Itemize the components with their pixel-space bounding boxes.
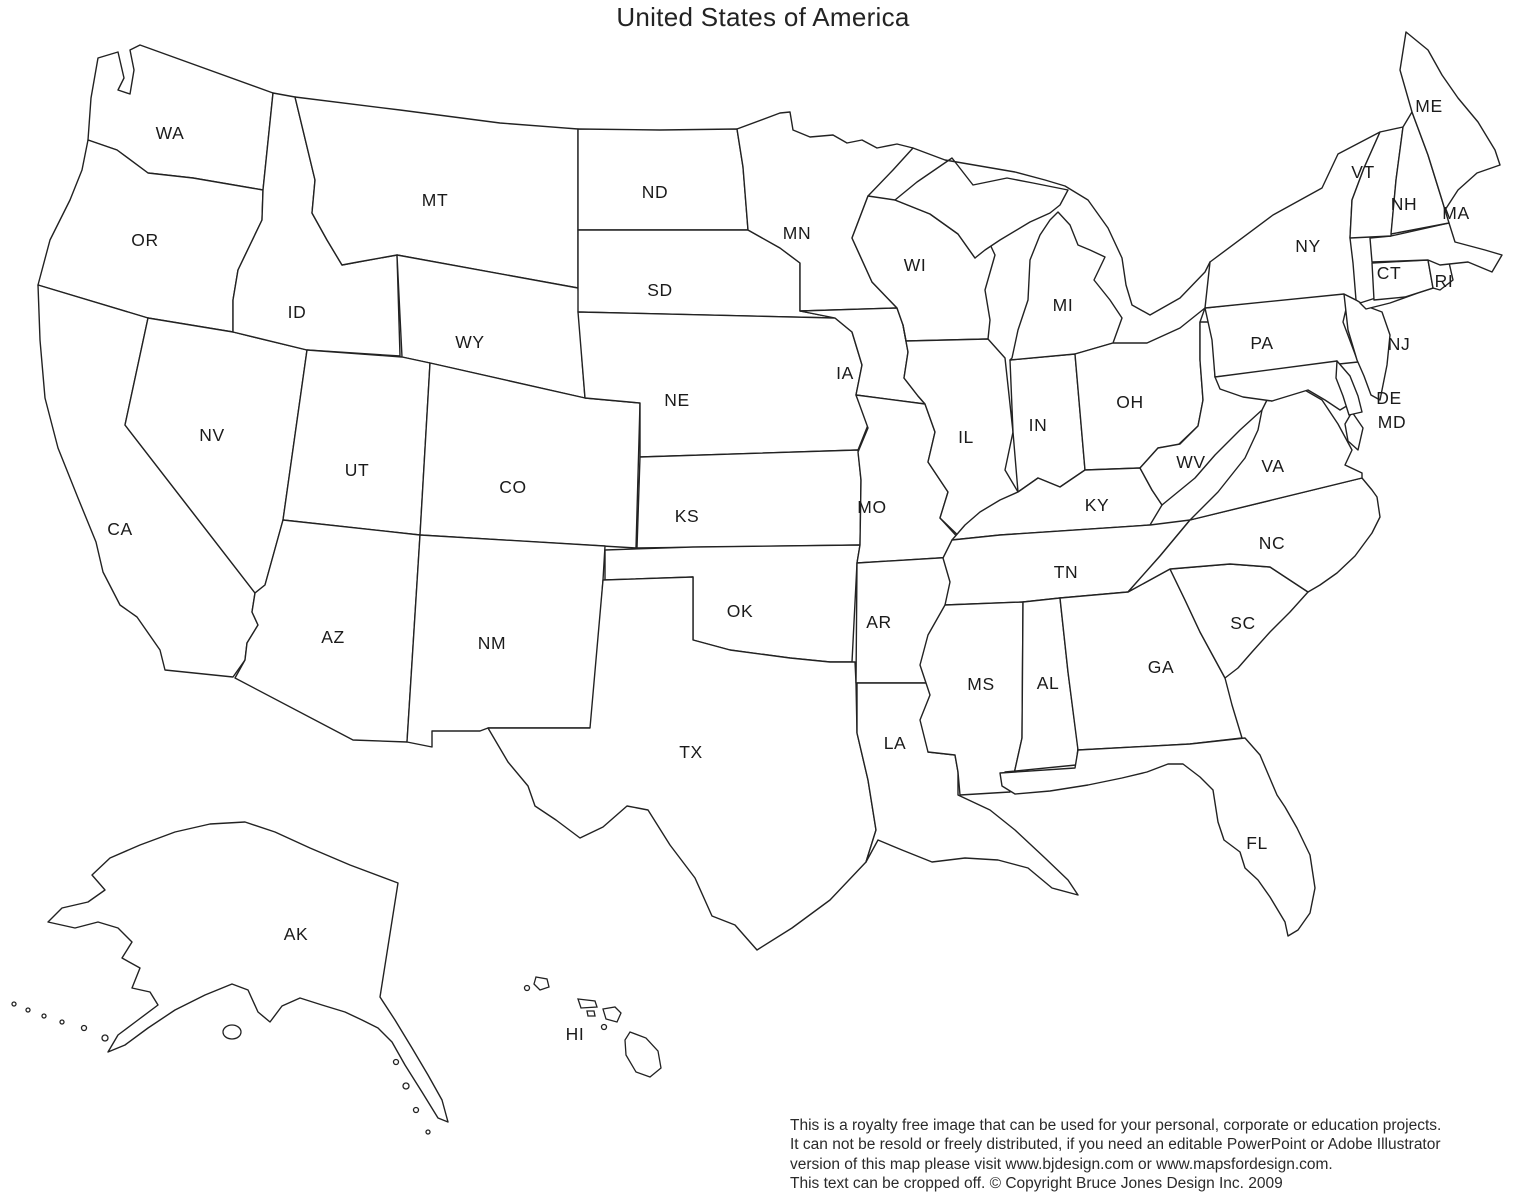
state-label-az: AZ — [321, 627, 345, 647]
state-label-me: ME — [1415, 96, 1443, 116]
state-label-vt: VT — [1351, 162, 1375, 182]
copyright-text — [790, 1116, 1526, 1194]
state-label-mt: MT — [421, 190, 449, 210]
state-label-va: VA — [1261, 456, 1285, 476]
state-label-nv: NV — [199, 425, 225, 445]
state-label-wv: WV — [1176, 452, 1206, 472]
state-label-ga: GA — [1147, 657, 1175, 677]
state-label-in: IN — [1028, 415, 1048, 435]
footer-line: This text can be cropped off. © Copyright Bruce Jones Design Inc. 2009 — [790, 1175, 1283, 1193]
state-label-ma: MA — [1442, 203, 1470, 223]
footer-line: It can not be resold or freely distributed, if you need an editable PowerPoint or Adobe Illustrator — [790, 1136, 1441, 1154]
state-label-nd: ND — [641, 182, 669, 202]
state-label-tx: TX — [679, 742, 703, 762]
state-label-ky: KY — [1084, 495, 1110, 515]
state-label-co: CO — [499, 477, 527, 497]
state-label-md: MD — [1377, 412, 1407, 432]
state-label-ri: RI — [1434, 271, 1454, 291]
state-label-id: ID — [287, 302, 307, 322]
state-label-ak: AK — [283, 924, 309, 944]
state-label-sc: SC — [1230, 613, 1256, 633]
state-label-wy: WY — [455, 332, 485, 352]
state-label-ut: UT — [344, 460, 370, 480]
state-label-ny: NY — [1295, 236, 1321, 256]
state-label-ok: OK — [726, 601, 754, 621]
state-label-pa: PA — [1250, 333, 1274, 353]
footer-line: version of this map please visit www.bjdesign.com or www.mapsfordesign.com. — [790, 1155, 1333, 1173]
state-label-il: IL — [958, 427, 974, 447]
state-label-mo: MO — [857, 497, 887, 517]
state-shape-in — [1010, 354, 1085, 492]
state-label-de: DE — [1376, 388, 1402, 408]
state-shape-nd — [578, 129, 748, 230]
state-label-la: LA — [883, 733, 907, 753]
state-label-ia: IA — [836, 363, 854, 383]
state-label-ct: CT — [1376, 263, 1402, 283]
state-label-nc: NC — [1258, 533, 1286, 553]
state-label-ca: CA — [107, 519, 133, 539]
footer-line: This is a royalty free image that can be used for your personal, corporate or education projects. — [790, 1117, 1442, 1134]
state-shapes — [12, 32, 1502, 1134]
state-label-nh: NH — [1390, 194, 1418, 214]
state-label-oh: OH — [1116, 392, 1144, 412]
state-label-ks: KS — [674, 506, 700, 526]
state-label-al: AL — [1036, 673, 1060, 693]
state-label-tn: TN — [1053, 562, 1079, 582]
state-label-nm: NM — [477, 633, 507, 653]
state-shape-ut — [283, 350, 430, 535]
state-label-sd: SD — [647, 280, 673, 300]
state-label-hi: HI — [565, 1024, 585, 1044]
state-label-mi: MI — [1052, 295, 1074, 315]
state-label-or: OR — [131, 230, 159, 250]
state-label-ne: NE — [664, 390, 690, 410]
state-shape-ks — [637, 450, 861, 548]
page-title: United States of America — [616, 2, 910, 32]
state-label-fl: FL — [1246, 833, 1268, 853]
state-shape-ak — [48, 822, 448, 1122]
state-label-ms: MS — [967, 674, 995, 694]
state-label-wa: WA — [155, 123, 185, 143]
state-label-nj: NJ — [1387, 334, 1411, 354]
state-shape-hi — [525, 977, 662, 1077]
state-label-mn: MN — [782, 223, 812, 243]
state-label-wi: WI — [903, 255, 927, 275]
state-label-ar: AR — [866, 612, 892, 632]
